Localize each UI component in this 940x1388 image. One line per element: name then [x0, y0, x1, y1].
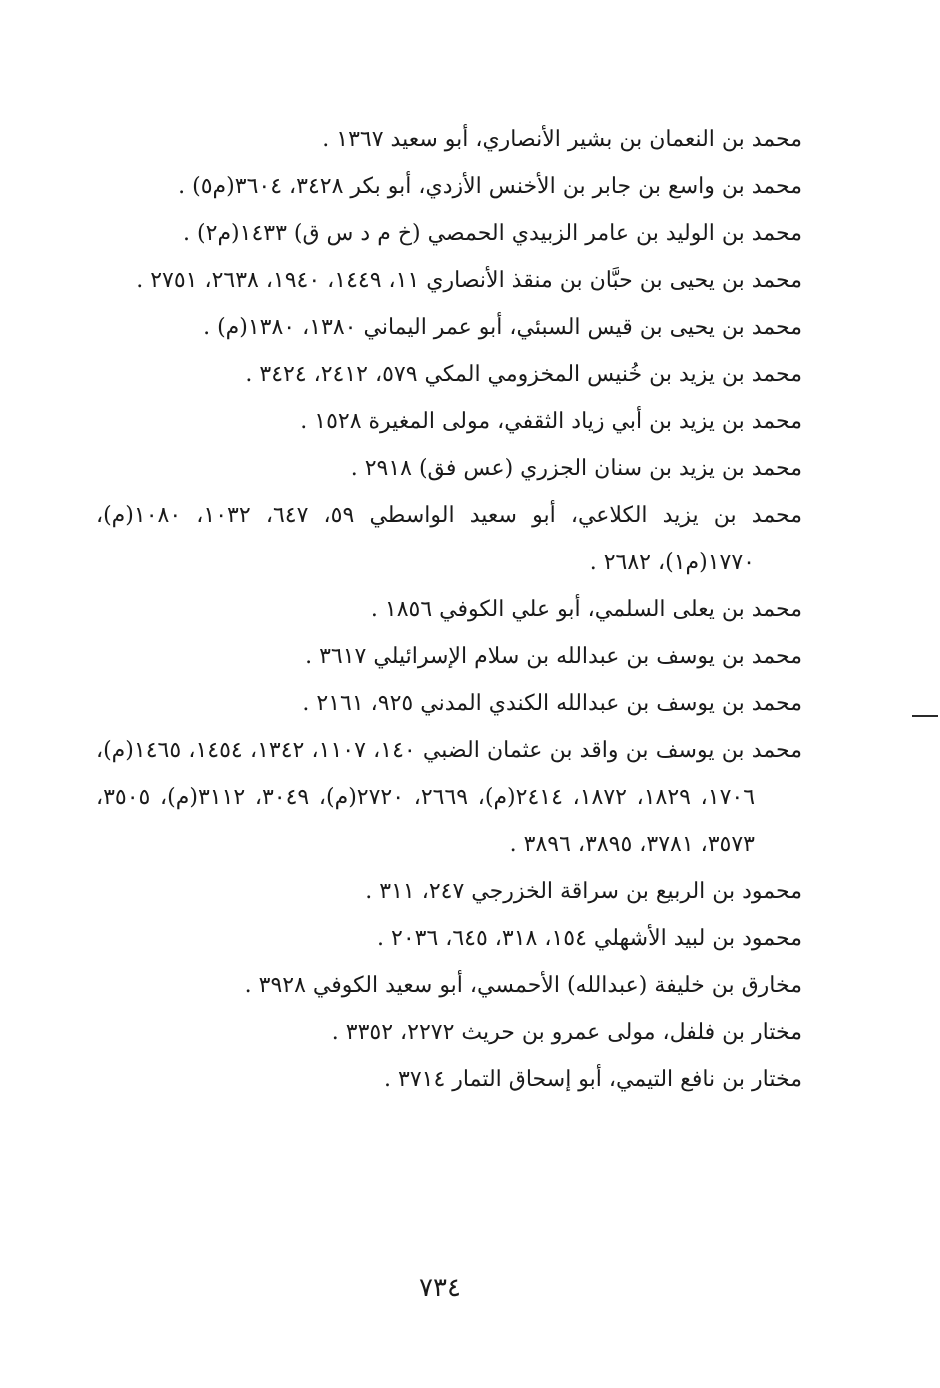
- index-entry: محمد بن يزيد بن سنان الجزري (عس فق) ٢٩١٨ .: [350, 456, 802, 481]
- index-entry: محمد بن يوسف بن عبدالله بن سلام الإسرائيلي ٣٦١٧ .: [305, 644, 802, 669]
- index-entry: مختار بن فلفل، مولى عمرو بن حريث ٢٢٧٢، ٣٣٥٢ .: [331, 1020, 802, 1045]
- index-entry: محمد بن النعمان بن بشير الأنصاري، أبو سعيد ١٣٦٧ .: [322, 127, 802, 152]
- index-entry: محمد بن يزيد بن أبي زياد الثقفي، مولى المغيرة ١٥٢٨ .: [300, 409, 802, 434]
- index-entry: محمد بن واسع بن جابر بن الأخنس الأزدي، أبو بكر ٣٤٢٨، ٣٦٠٤(م٥) .: [178, 174, 802, 199]
- index-entry: محمود بن لبيد الأشهلي ١٥٤، ٣١٨، ٦٤٥، ٢٠٣٦ .: [377, 926, 802, 951]
- index-entry: محمد بن الوليد بن عامر الزبيدي الحمصي (خ م د س ق) ١٤٣٣(م٢) .: [183, 221, 802, 246]
- index-entry: محمد بن يعلى السلمي، أبو علي الكوفي ١٨٥٦ .: [370, 597, 802, 622]
- index-entries: [96, 116, 802, 1103]
- index-entry: محمد بن يحيى بن حبَّان بن منقذ الأنصاري ١١، ١٤٤٩، ١٩٤٠، ٢٦٣٨، ٢٧٥١ .: [136, 268, 802, 293]
- margin-mark: [912, 715, 938, 717]
- index-entry: مختار بن نافع التيمي، أبو إسحاق التمار ٣٧١٤ .: [384, 1067, 802, 1092]
- index-entry: محمد بن يحيى بن قيس السبئي، أبو عمر اليماني ١٣٨٠، ١٣٨٠(م) .: [203, 315, 802, 340]
- index-entry: محمود بن الربيع بن سراقة الخزرجي ٢٤٧، ٣١١ .: [365, 879, 802, 904]
- index-entry: محمد بن يوسف بن عبدالله الكندي المدني ٩٢٥، ٢١٦١ .: [302, 691, 802, 716]
- index-entry: محمد بن يوسف بن واقد بن عثمان الضبي ١٤٠، ١١٠٧، ١٣٤٢، ١٤٥٤، ١٤٦٥(م)، ١٧٠٦، ١٨٢٩، ١٨٧٢، ٢٤١٤(م)، ٢٦٦٩، ٢٧٢٠(م)، ٣٠٤٩، ٣١١٢(م)، ٣٥٠٥، ٣٥٧٣، ٣٧٨١، ٣٨٩٥، ٣٨٩٦ .: [96, 738, 803, 857]
- index-entry: مخارق بن خليفة (عبدالله) الأحمسي، أبو سعيد الكوفي ٣٩٢٨ .: [244, 973, 802, 998]
- index-entry: محمد بن يزيد الكلاعي، أبو سعيد الواسطي ٥٩، ٦٤٧، ١٠٣٢، ١٠٨٠(م)، ١٧٧٠(م١)، ٢٦٨٢ .: [96, 503, 803, 575]
- page-number: ٧٣٤: [419, 1273, 461, 1303]
- index-entry: محمد بن يزيد بن خُنيس المخزومي المكي ٥٧٩، ٢٤١٢، ٣٤٢٤ .: [245, 362, 802, 387]
